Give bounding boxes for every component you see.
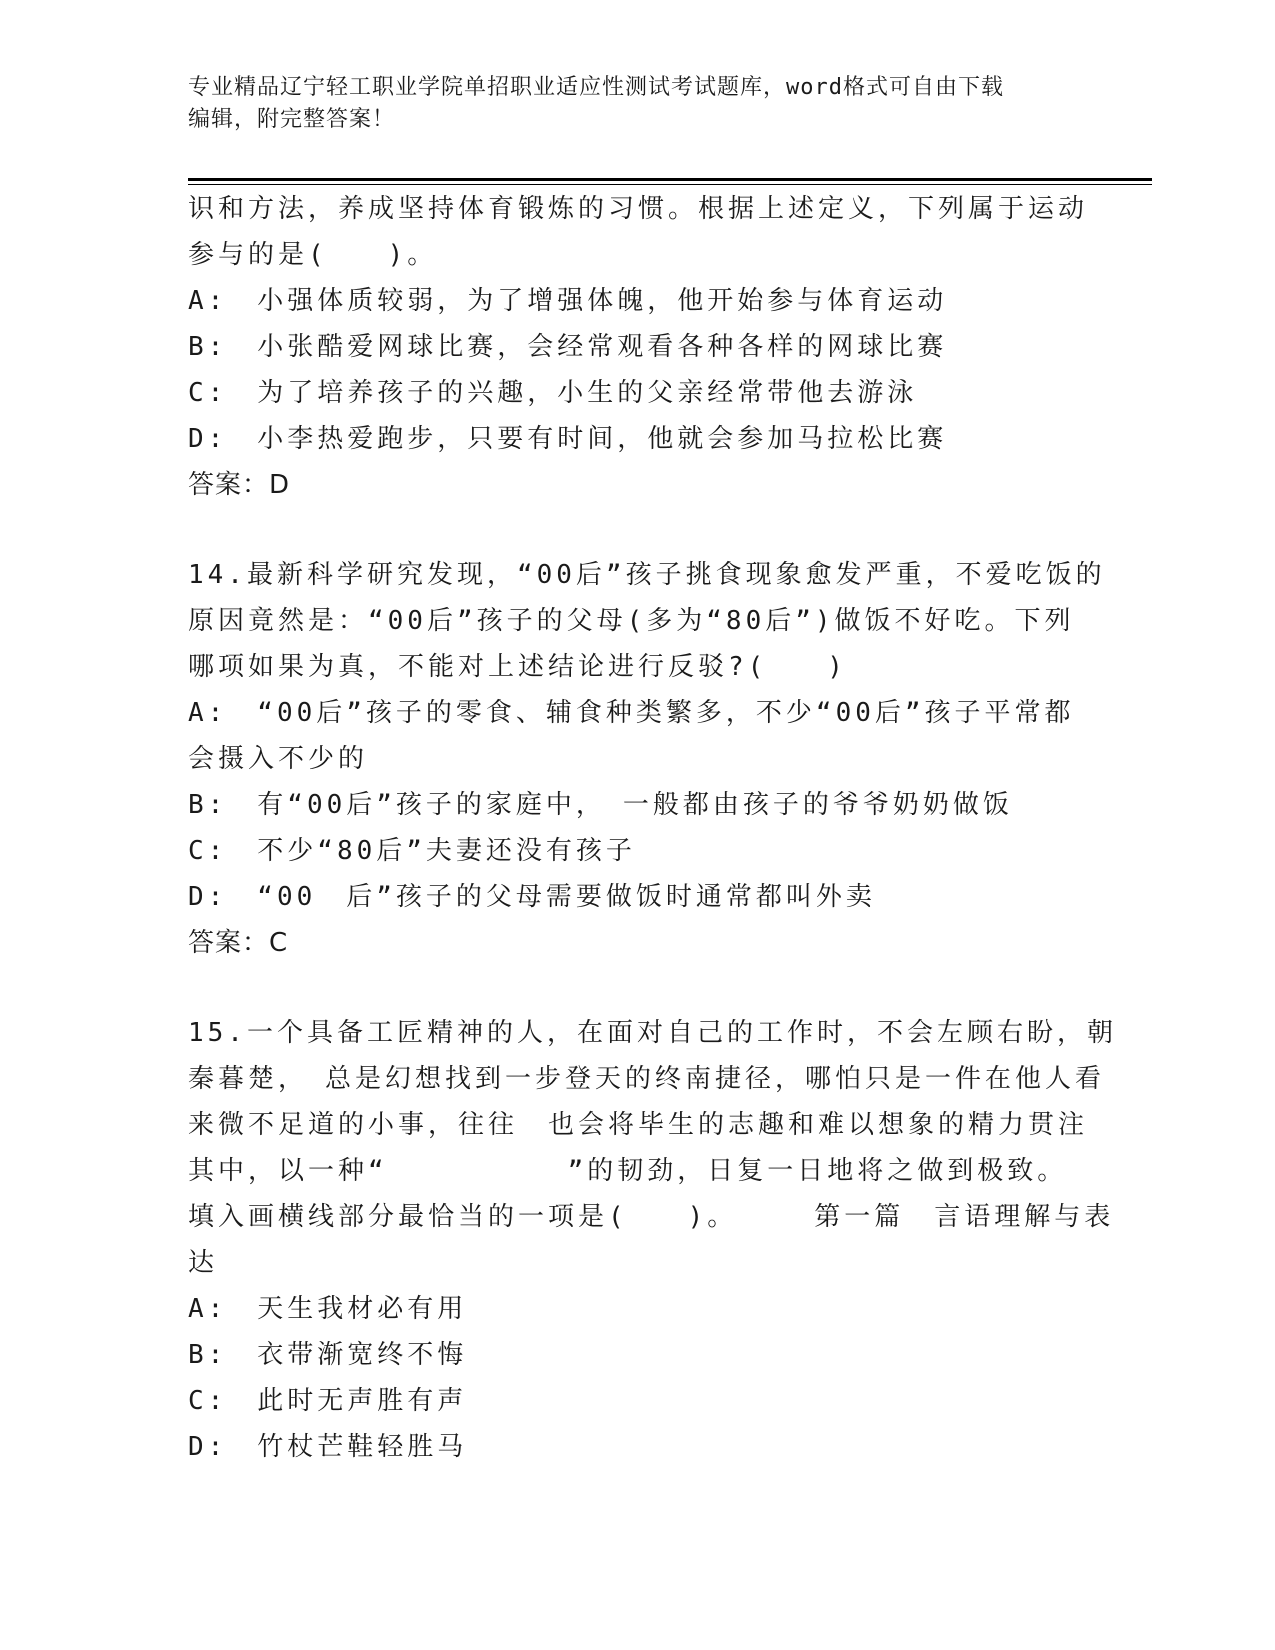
- page-header: [188, 72, 1088, 136]
- question-stem-line: 哪项如果为真，不能对上述结论进行反驳?( ): [188, 652, 847, 682]
- question-stem-line: 参与的是( )。: [188, 240, 438, 270]
- answer-line: 答案：D: [188, 470, 291, 500]
- question-stem-line: 14.最新科学研究发现，“00后”孩子挑食现象愈发严重，不爱吃饭的: [188, 560, 1106, 590]
- option-d: D: 小李热爱跑步，只要有时间，他就会参加马拉松比赛: [188, 424, 948, 454]
- question-stem-line: 15.一个具备工匠精神的人，在面对自己的工作时，不会左顾右盼，朝: [188, 1018, 1117, 1048]
- header-line-1: 专业精品辽宁轻工职业学院单招职业适应性测试考试题库，word格式可自由下载: [188, 75, 1004, 100]
- option-a: A: “00后”孩子的零食、辅食种类繁多，不少“00后”孩子平常都: [188, 698, 1075, 728]
- option-b: B: 有“00后”孩子的家庭中， 一般都由孩子的爷爷奶奶做饭: [188, 790, 1013, 820]
- answer-line: 答案：C: [188, 928, 289, 958]
- header-line-2: 编辑，附完整答案！: [188, 107, 396, 132]
- option-b: B: 衣带渐宽终不悔: [188, 1340, 468, 1370]
- document-body: [188, 186, 1117, 1470]
- option-c: C: 此时无声胜有声: [188, 1386, 468, 1416]
- question-14: [188, 552, 1106, 966]
- header-divider-thin: [188, 184, 1152, 185]
- question-stem-line: 来微不足道的小事，往往 也会将毕生的志趣和难以想象的精力贯注: [188, 1110, 1089, 1140]
- question-stem-line: 秦暮楚， 总是幻想找到一步登天的终南捷径，哪怕只是一件在他人看: [188, 1064, 1106, 1094]
- question-13: [188, 186, 1088, 508]
- option-d: D: “00 后”孩子的父母需要做饭时通常都叫外卖: [188, 882, 876, 912]
- question-stem-line: 识和方法，养成坚持体育锻炼的习惯。根据上述定义，下列属于运动: [188, 194, 1089, 224]
- option-c: C: 不少“80后”夫妻还没有孩子: [188, 836, 636, 866]
- header-divider-thick: [188, 178, 1152, 181]
- option-a: A: 天生我材必有用: [188, 1294, 468, 1324]
- spacer: [188, 508, 1088, 552]
- spacer: [188, 966, 1088, 1010]
- option-b: B: 小张酷爱网球比赛，会经常观看各种各样的网球比赛: [188, 332, 948, 362]
- question-stem-line: 其中，以一种“ ”的韧劲，日复一日地将之做到极致。: [188, 1156, 1068, 1186]
- option-a: A: 小强体质较弱，为了增强体魄，他开始参与体育运动: [188, 286, 948, 316]
- question-stem-line: 填入画横线部分最恰当的一项是( )。 第一篇 言语理解与表: [188, 1202, 1115, 1232]
- option-a-continued: 会摄入不少的: [188, 744, 369, 774]
- question-15: [188, 1010, 1117, 1470]
- question-stem-line: 原因竟然是：“00后”孩子的父母(多为“80后”)做饭不好吃。下列: [188, 606, 1075, 636]
- question-stem-line: 达: [188, 1248, 219, 1278]
- option-d: D: 竹杖芒鞋轻胜马: [188, 1432, 468, 1462]
- option-c: C: 为了培养孩子的兴趣，小生的父亲经常带他去游泳: [188, 378, 918, 408]
